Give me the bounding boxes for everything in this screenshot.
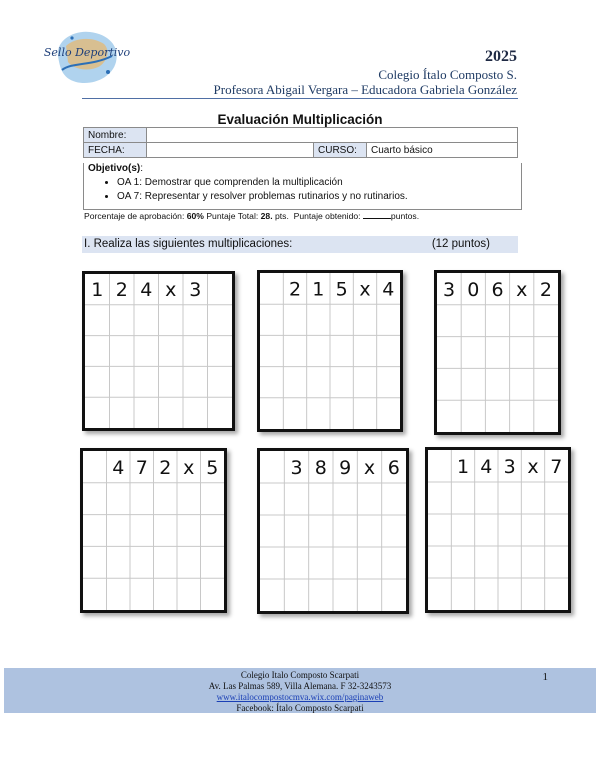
grid-digit: x xyxy=(183,456,195,479)
approval-percent: 60% xyxy=(186,211,204,221)
grid-digit: 6 xyxy=(491,278,504,301)
multiplication-grid-2[interactable] xyxy=(257,270,403,432)
header-school: Colegio Ítalo Composto S. xyxy=(378,67,517,82)
grid-digit: 9 xyxy=(339,457,352,480)
grid-digit: 3 xyxy=(443,278,456,301)
objectives-box: Objetivo(s): • OA 1: Demostrar que comprenden la multiplicación • OA 7: Representar y resolver problemas rutinarios y no rutinarios. xyxy=(83,163,522,210)
name-label: Nombre: xyxy=(84,128,147,143)
grid-digit: x xyxy=(165,279,177,302)
grid-digit: 5 xyxy=(335,278,348,301)
footer-facebook: Facebook: Ítalo Composto Scarpati xyxy=(236,703,364,713)
grid-digit: 4 xyxy=(382,278,395,301)
grid-cells xyxy=(437,273,558,432)
grid-digit: 7 xyxy=(135,456,148,479)
course-label: CURSO: xyxy=(314,143,367,158)
total-unit: pts. xyxy=(274,211,289,221)
obtained-label: Puntaje obtenido: xyxy=(293,211,361,221)
grid-digit: 3 xyxy=(189,279,202,302)
grid-digit: 6 xyxy=(387,457,400,480)
grid-digit: 2 xyxy=(288,278,302,301)
grid-cells xyxy=(85,274,232,428)
grid-digit: 2 xyxy=(159,456,172,479)
grid-cells xyxy=(428,450,568,610)
grid-digit: 1 xyxy=(456,456,470,479)
objective-item: • OA 7: Representar y resolver problemas rutinarios y no rutinarios. xyxy=(117,191,521,202)
footer-school: Colegio Italo Composto Scarpati xyxy=(240,670,360,680)
multiplication-grid-4[interactable] xyxy=(80,448,227,613)
page-footer xyxy=(4,668,596,713)
grid-cells xyxy=(260,451,406,611)
grid-digit: x xyxy=(527,456,539,479)
grid-digit: 7 xyxy=(550,456,563,479)
grid-digit: 3 xyxy=(503,456,516,479)
grid-digit: 0 xyxy=(467,278,480,301)
objectives-title: Objetivo(s) xyxy=(88,163,141,174)
logo-text: Sello Deportivo xyxy=(43,46,131,59)
date-label: FECHA: xyxy=(84,143,147,158)
approval-line xyxy=(84,210,419,221)
section-band xyxy=(82,236,518,253)
approval-label: Porcentaje de aprobación: xyxy=(84,211,185,221)
grid-digit: 2 xyxy=(539,278,552,301)
multiplication-grid-3[interactable] xyxy=(434,270,561,435)
page-title: Evaluación Multiplicación xyxy=(217,112,383,127)
multiplication-grid-1[interactable] xyxy=(82,271,235,431)
course-value: Cuarto básico xyxy=(367,143,518,158)
grid-digit: 4 xyxy=(140,279,153,302)
grid-digit: 3 xyxy=(290,457,303,480)
obtained-blank[interactable] xyxy=(363,210,391,219)
grid-digit: x xyxy=(359,278,371,301)
school-logo xyxy=(43,26,131,88)
section-label: I. Realiza las siguientes multiplicaciones: xyxy=(84,238,293,250)
grid-digit: 1 xyxy=(312,278,325,301)
date-field[interactable] xyxy=(147,143,314,158)
grid-digit: x xyxy=(516,278,528,301)
multiplication-grid-5[interactable] xyxy=(257,448,409,614)
objective-item: • OA 1: Demostrar que comprenden la multiplicación xyxy=(117,177,521,188)
section-points: (12 puntos) xyxy=(431,238,490,250)
grid-digit: x xyxy=(363,457,376,480)
grid-digit: 5 xyxy=(206,456,219,479)
total-label: Puntaje Total: xyxy=(206,211,259,221)
footer-website-link[interactable]: www.italocompostocmva.wix.com/paginaweb xyxy=(216,692,384,702)
grid-digit: 4 xyxy=(480,456,493,479)
grid-digit: 2 xyxy=(115,279,128,302)
page-number: 1 xyxy=(542,671,548,683)
multiplication-grid-6[interactable] xyxy=(425,447,571,613)
footer-address: Av. Las Palmas 589, Villa Alemana. F 32-3243573 xyxy=(208,681,392,691)
header-year: 2025 xyxy=(485,48,517,65)
grid-digit: 4 xyxy=(112,456,125,479)
grid-digit: 8 xyxy=(314,457,327,480)
grid-cells xyxy=(260,273,400,429)
total-value: 28. xyxy=(260,211,273,221)
header-teachers: Profesora Abigail Vergara – Educadora Gabriela González xyxy=(213,82,517,97)
grid-digit: 1 xyxy=(91,279,104,302)
name-field[interactable] xyxy=(147,128,518,143)
grid-cells xyxy=(83,451,224,610)
obtained-unit: puntos. xyxy=(390,211,420,221)
header-divider xyxy=(82,98,518,99)
student-info-table xyxy=(83,127,518,158)
